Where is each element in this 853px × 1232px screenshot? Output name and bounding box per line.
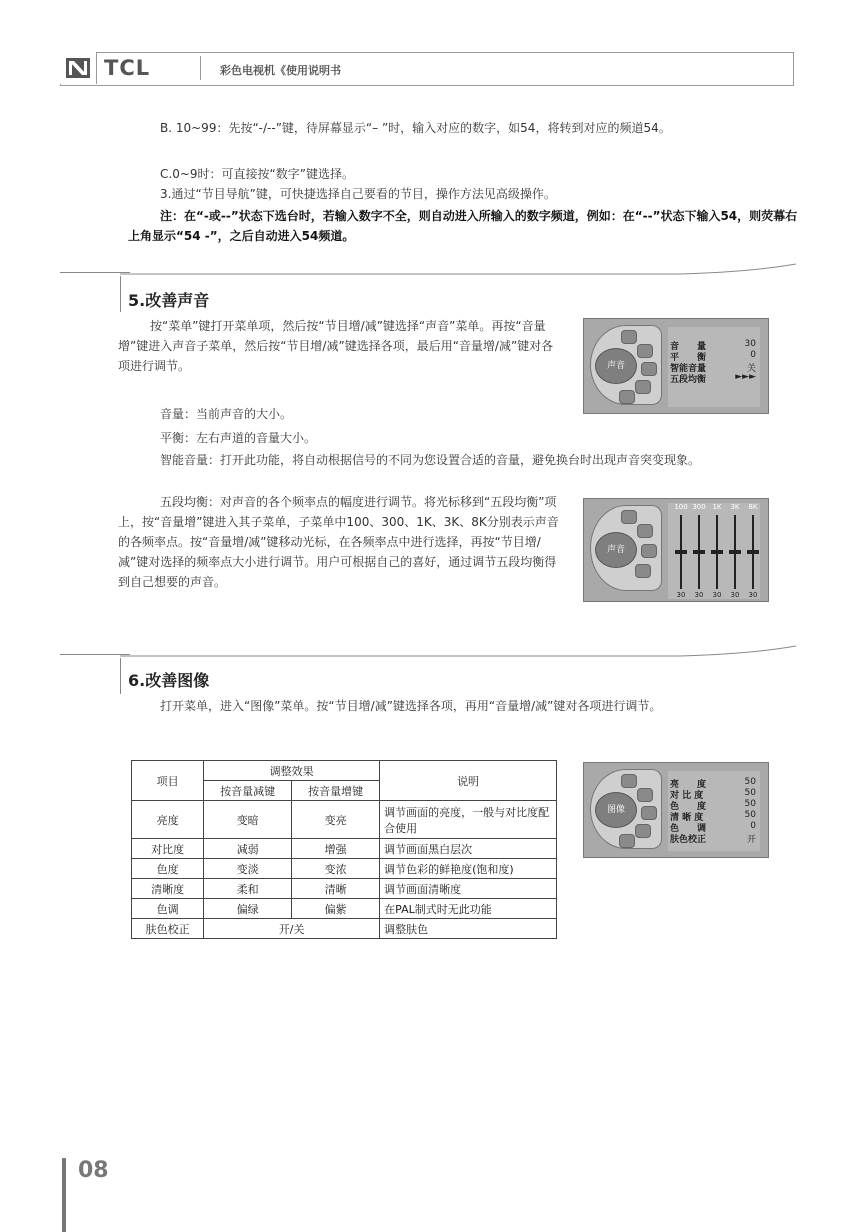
picture-row[interactable]: 清 晰 度 50 (670, 810, 756, 823)
page-number-bar (62, 1158, 66, 1232)
section5-bar (120, 276, 121, 312)
setup-icon (635, 824, 651, 838)
section5-title: 5.改善声音 (128, 291, 210, 310)
picture-icon (621, 330, 637, 344)
menu-center-label: 声音 (595, 532, 637, 568)
picture-icon (621, 510, 637, 524)
sound-row[interactable]: 平 衡 0 (670, 350, 756, 363)
channel-icon (619, 834, 635, 848)
menu-center-label: 声音 (595, 348, 637, 384)
table-row: 肤色校正 开/关 调整肤色 (132, 919, 557, 939)
section5-smart-volume: 智能音量：打开此功能，将自动根据信号的不同为您设置合适的音量，避免换台时出现声音突变现象。 (160, 453, 701, 467)
table-header-desc: 说明 (380, 761, 557, 801)
section6-rule-curve (120, 644, 800, 658)
brand-logo-icon (60, 52, 97, 84)
table-row: 对比度 减弱 增强 调节画面黑白层次 (132, 839, 557, 859)
eq-band[interactable]: 100 30 (674, 503, 688, 599)
table-header-plus: 按音量增键 (292, 781, 380, 801)
section6-intro: 打开菜单，进入“图像”菜单。按“节目增/减”键选择各项，再用“音量增/减”键对各项进行调节。 (160, 699, 662, 713)
intro-line-c: C.0~9时：可直接按“数字”键选择。 (160, 167, 354, 181)
section5-intro: 按“菜单”键打开菜单项，然后按“节目增/减”键选择“声音”菜单。再按“音量增”键进入声音子菜单，然后按“节目增/减”键选择各项，最后用“音量增/减”键对各项进行调节。 (118, 319, 554, 373)
picture-menu-body (668, 771, 760, 851)
intro-note: 注：在“-或--”状态下选台时，若输入数字不全，则自动进入所输入的数字频道，例如：在“--”状态下输入54，则荧幕右上角显示“54 -”，之后自动进入54频道。 (128, 209, 798, 243)
picture-row[interactable]: 肤色校正 开 (670, 835, 756, 845)
sound-row[interactable]: 智能音量 关 (670, 364, 756, 374)
sound-icon (637, 788, 653, 802)
menu-dial (590, 769, 662, 849)
menu-dial (590, 325, 662, 405)
function-icon (641, 544, 657, 558)
intro-line-3: 3.通过“节目导航”键，可快捷选择自己要看的节目，操作方法见高级操作。 (160, 187, 556, 201)
eq-band[interactable]: 3K 30 (730, 503, 740, 599)
picture-row[interactable]: 色 调 0 (670, 821, 756, 834)
picture-icon (621, 774, 637, 788)
header-title: 彩色电视机《使用说明书 (220, 64, 341, 77)
setup-icon (635, 564, 651, 578)
eq-band[interactable]: 8K 30 (748, 503, 758, 599)
picture-row[interactable]: 色 度 50 (670, 799, 756, 812)
menu-center-label: 图像 (595, 792, 637, 828)
sound-row[interactable]: 音 量 30 (670, 339, 756, 352)
section5-rule-curve (120, 262, 800, 276)
eq-band[interactable]: 300 30 (692, 503, 706, 599)
picture-row[interactable]: 亮 度 50 (670, 777, 756, 790)
equalizer-body (668, 503, 760, 599)
section6-title: 6.改善图像 (128, 671, 210, 690)
table-header-minus: 按音量减键 (204, 781, 292, 801)
sound-row[interactable]: 五段均衡 ►►► (670, 372, 756, 385)
setup-icon (635, 380, 651, 394)
function-icon (641, 806, 657, 820)
table-row: 亮度 变暗 变亮 调节画面的亮度，一般与对比度配合使用 (132, 801, 557, 839)
brand-name: TCL (104, 56, 151, 80)
header-divider (200, 56, 201, 80)
eq-band[interactable]: 1K 30 (712, 503, 722, 599)
section5-equalizer: 五段均衡：对声音的各个频率点的幅度进行调节。将光标移到“五段均衡”项上，按“音量增”键进入其子菜单，子菜单中100、300、1K、3K、8K分别表示声音的各频率点。按“音量增/减”键移动光标，在各频率点中进行选择，再按“节目增/减”键对选择的频率点大小进行调节。用户可根据自己的喜好，通过调节五段均衡得到自己想要的声音。 (118, 495, 559, 589)
picture-adjust-table (131, 760, 557, 939)
table-row: 色调 偏绿 偏紫 在PAL制式时无此功能 (132, 899, 557, 919)
table-header-item: 项目 (132, 761, 204, 801)
page-header (60, 52, 794, 86)
section5-balance: 平衡：左右声道的音量大小。 (160, 431, 317, 445)
equalizer-panel (583, 498, 769, 602)
menu-dial (590, 505, 662, 591)
picture-row[interactable]: 对 比 度 50 (670, 788, 756, 801)
section6-bar (120, 658, 121, 694)
channel-icon (619, 390, 635, 404)
section5-volume: 音量：当前声音的大小。 (160, 407, 293, 421)
page-number: 08 (78, 1158, 109, 1183)
sound-menu-body (668, 327, 760, 407)
table-row: 清晰度 柔和 清晰 调节画面清晰度 (132, 879, 557, 899)
sound-icon (637, 344, 653, 358)
picture-menu-panel (583, 762, 769, 858)
sound-icon (637, 524, 653, 538)
intro-line-b: B. 10~99：先按“-/--”键，待屏幕显示“– ”时，输入对应的数字，如54，将转到对应的频道54。 (160, 121, 671, 135)
table-row: 色度 变淡 变浓 调节色彩的鲜艳度(饱和度) (132, 859, 557, 879)
table-header-effect: 调整效果 (204, 761, 380, 781)
function-icon (641, 362, 657, 376)
sound-menu-panel (583, 318, 769, 414)
